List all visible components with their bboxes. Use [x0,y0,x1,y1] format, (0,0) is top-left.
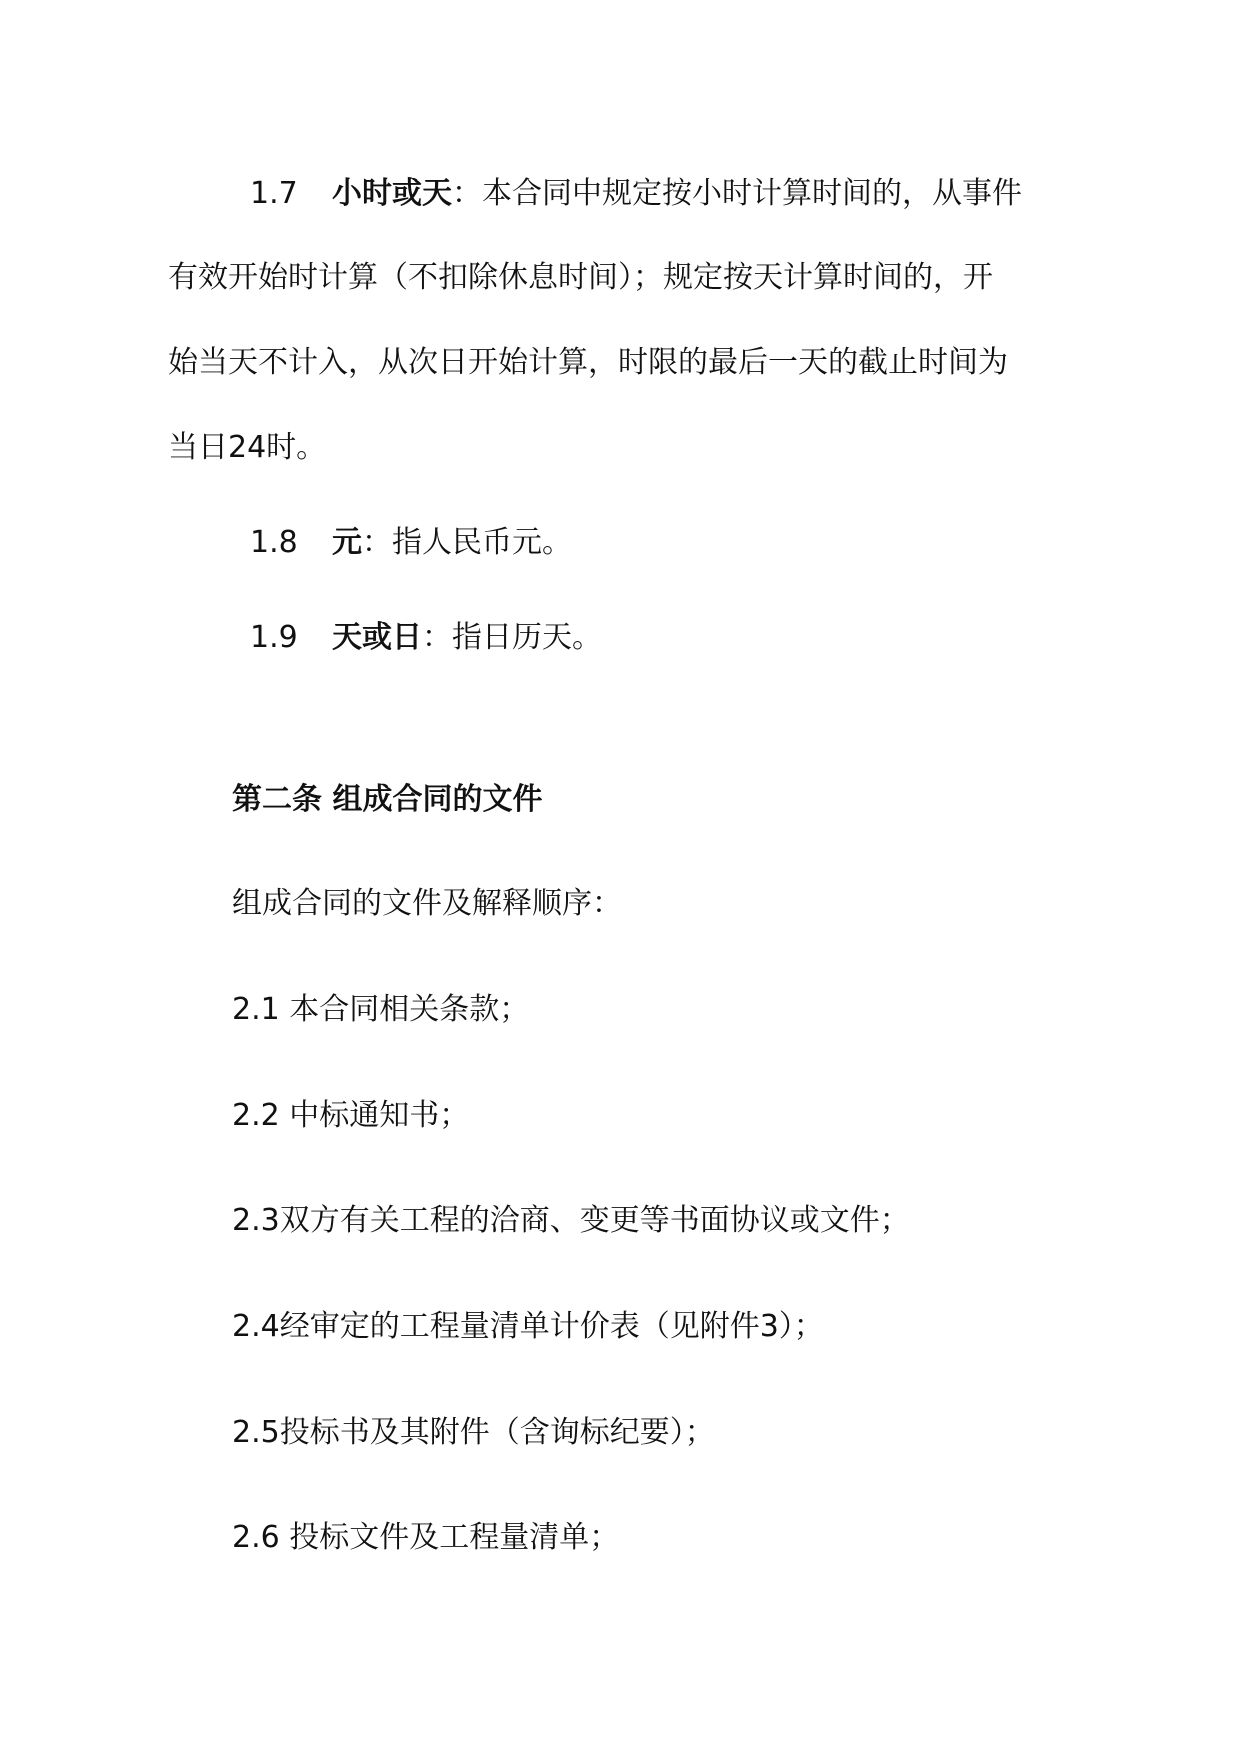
list-item-2-3: 2.3双方有关工程的洽商、变更等书面协议或文件； [232,1203,910,1238]
list-item-2-6: 2.6 投标文件及工程量清单； [232,1520,620,1555]
clause-text: ：指人民币元。 [362,525,572,560]
clause-number: 1.9 [250,620,298,655]
clause-term: 元 [332,525,362,560]
clause-1-7-line-2: 有效开始时计算（不扣除休息时间）；规定按天计算时间的，开 [168,260,993,295]
clause-1-9 [250,618,602,658]
list-item-2-1: 2.1 本合同相关条款； [232,992,530,1027]
clause-number: 1.8 [250,525,298,560]
list-item-2-5: 2.5投标书及其附件（含询标纪要）； [232,1415,715,1450]
clause-term: 天或日 [332,620,422,655]
clause-number: 1.7 [250,176,298,211]
clause-text: ：本合同中规定按小时计算时间的，从事件 [452,176,1022,211]
clause-1-7-line-3: 始当天不计入，从次日开始计算，时限的最后一天的截止时间为 [168,345,1008,380]
clause-1-7-line-4: 当日24时。 [168,430,327,465]
clause-1-8 [250,523,572,563]
clause-1-7-line-1 [250,174,1022,214]
clause-term: 小时或天 [332,176,452,211]
section-intro: 组成合同的文件及解释顺序： [232,886,622,921]
list-item-2-2: 2.2 中标通知书； [232,1098,470,1133]
section-heading: 第二条 组成合同的文件 [232,782,543,817]
clause-text: ：指日历天。 [422,620,602,655]
list-item-2-4: 2.4经审定的工程量清单计价表（见附件3）； [232,1309,824,1344]
